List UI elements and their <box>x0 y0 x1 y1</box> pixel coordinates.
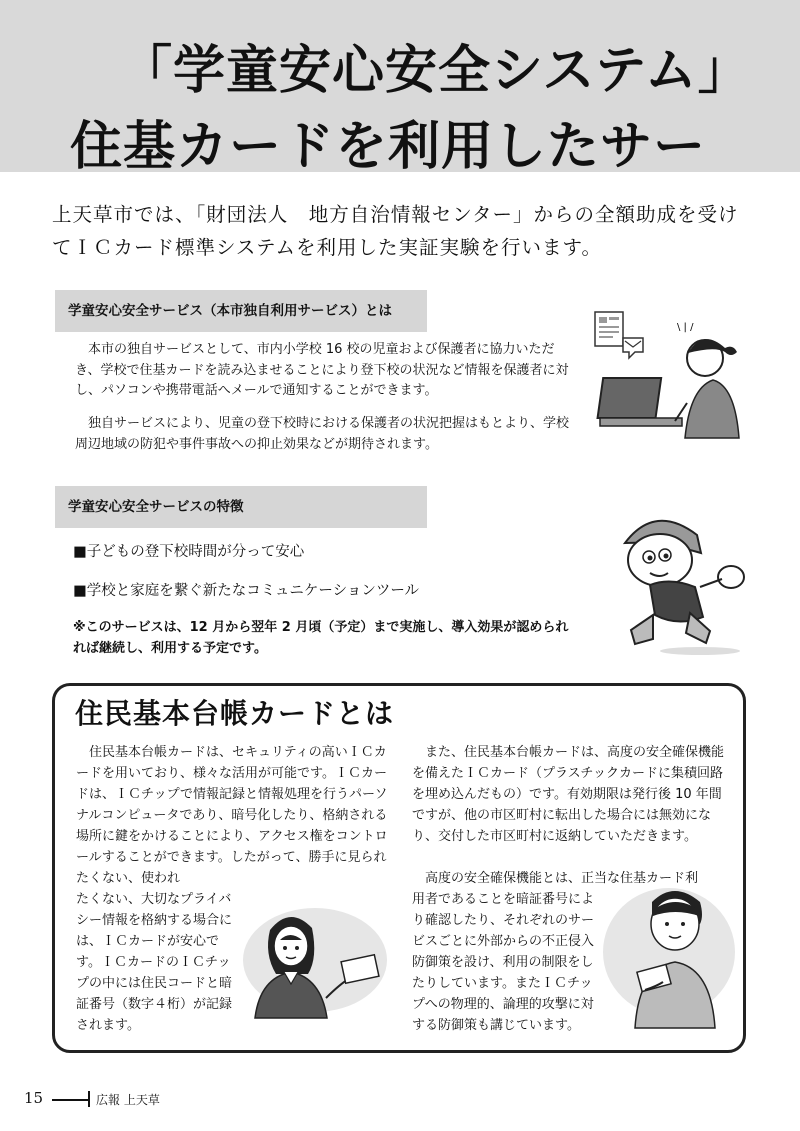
card-description-right: また、住民基本台帳カードは、高度の安全確保機能を備えたＩＣカード（プラスチックカードに集積回路を埋め込んだもの）です。有効期限は発行後 10 年間ですが、他の市区町村に転出した場合には無効になり、交付した市区町村に返納していただきます。 <box>412 745 725 844</box>
section-heading-features: 学童安心安全サービスの特徴 <box>55 486 427 528</box>
service-description: 本市の独自サービスとして、市内小学校 16 校の児童および保護者に協力いただき、学校で住基カードを読み込ませることにより登下校の状況など情報を保護者に対し、パソコンや携帯電話へメールで通知することができます。 <box>75 342 569 398</box>
page-title-line1: 「学童安心安全システム」 <box>120 41 751 101</box>
footer-rule <box>52 1099 88 1101</box>
page-number: 15 <box>24 1089 44 1107</box>
card-security-intro: 高度の安全確保機能とは、正当な住基カード利 <box>425 871 699 886</box>
woman-with-card-illustration <box>240 900 390 1020</box>
service-effect: 独自サービスにより、児童の登下校時における保護者の状況把握はもとより、学校周辺地域の防犯や事件事故への抑止効果などが期待されます。 <box>75 416 570 452</box>
publication-name: 広報 上天草 <box>96 1093 160 1107</box>
intro-text: 上天草市では、「財団法人 地方自治情報センター」からの全額助成を受けてＩＣカード標準システムを利用した実証実験を行います。 <box>52 203 739 259</box>
card-description-left: 住民基本台帳カードは、セキュリティの高いＩＣカードを用いており、様々な活用が可能です。ＩＣカードは、ＩＣチップで情報記録と情報処理を行うパーソナルコンピュータであり、暗号化したり、格納される場所に鍵をかけることにより、アクセス権をコントロールすることができます。したがって、勝手に見られたくない、使われ <box>76 745 388 886</box>
header-band <box>0 0 800 172</box>
feature-item: ■子どもの登下校時間が分って安心 <box>73 544 305 560</box>
card-security-description: 用者であることを暗証番号により確認したり、それぞれのサービスごとに外部からの不正侵入防御策を設け、利用の制限をしたりしています。またＩＣチップへの物理的、論理的攻撃に対する防御策も講じています。 <box>412 892 595 1033</box>
laptop-mail-illustration <box>585 308 755 443</box>
resident-card-box-title: 住民基本台帳カードとは <box>75 697 395 730</box>
service-note: ※このサービスは、12 月から翌年 2 月頃（予定）まで実施し、導入効果が認められれば継続し、利用する予定です。 <box>73 620 569 656</box>
running-boy-illustration <box>605 505 755 655</box>
svg-text:\ | /: \ | / <box>677 322 694 333</box>
page-title-line2: 住基カードを利用したサー <box>70 117 707 172</box>
feature-item: ■学校と家庭を繋ぐ新たなコミュニケーションツール <box>73 583 420 599</box>
man-with-card-illustration <box>597 880 737 1030</box>
card-description-left-continued: たくない、大切なプライバシー情報を格納する場合には、ＩＣカードが安心です。ＩＣカードのＩＣチップの中には住民コードと暗証番号（数字４桁）が記録されます。 <box>76 892 233 1033</box>
footer-rule-tick <box>88 1091 90 1107</box>
section-heading-service: 学童安心安全サービス（本市独自利用サービス）とは <box>55 290 427 332</box>
